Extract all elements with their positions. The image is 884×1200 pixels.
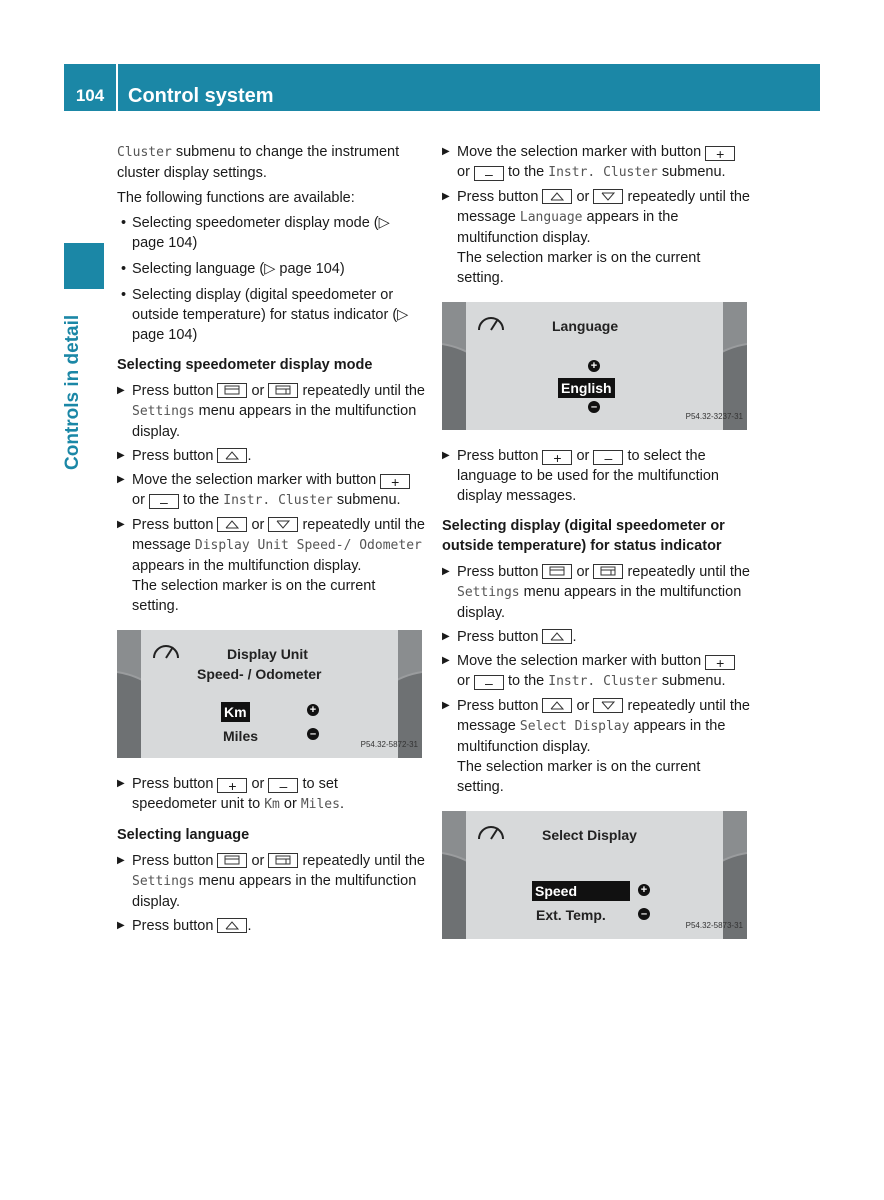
step-arrow-icon: ▶ bbox=[117, 450, 125, 461]
heading-speedometer-mode: Selecting speedometer display mode bbox=[117, 357, 373, 373]
step-item: ▶ Press button or repeatedly until the message Language appears in the multifunction display. The selection marker is on the current setting. bbox=[442, 189, 750, 286]
list-item: • Selecting display (digital speedometer or outside temperature) for status indicator (▷ page 104) bbox=[117, 285, 425, 345]
step-item: ▶ Press button . bbox=[117, 448, 252, 464]
up-button-icon bbox=[217, 918, 247, 933]
plus-button-icon: + bbox=[705, 146, 735, 161]
step-arrow-icon: ▶ bbox=[442, 191, 450, 202]
lcd-option-ext-temp: Ext. Temp. bbox=[536, 907, 606, 923]
step-arrow-icon: ▶ bbox=[442, 566, 450, 577]
side-chapter-label: Controls in detail bbox=[62, 314, 83, 470]
step-arrow-icon: ▶ bbox=[117, 474, 125, 485]
minus-icon: – bbox=[638, 908, 650, 920]
plus-button-icon: + bbox=[380, 474, 410, 489]
step-item: ▶ Press button . bbox=[442, 629, 577, 645]
step-item: ▶ Move the selection marker with button + or – to the Instr. Cluster submenu. bbox=[442, 651, 750, 692]
step-item: ▶ Press button or repeatedly until the message Display Unit Speed-/ Odometer appears in the multifunction display. The selection marker is on the current setting. bbox=[117, 517, 425, 614]
page-number: 104 bbox=[75, 86, 105, 105]
lcd-option-speed: Speed bbox=[532, 881, 630, 901]
minus-button-icon: – bbox=[474, 166, 504, 181]
step-note: The selection marker is on the current setting. bbox=[457, 759, 701, 795]
down-button-icon bbox=[268, 517, 298, 532]
plus-button-icon: + bbox=[705, 655, 735, 670]
step-item: ▶ Press button . bbox=[117, 918, 252, 934]
minus-button-icon: – bbox=[474, 675, 504, 690]
minus-button-icon: – bbox=[268, 778, 298, 793]
lcd-title: Select Display bbox=[542, 827, 637, 843]
lcd-option-miles: Miles bbox=[223, 728, 259, 744]
display-screen-speed-unit bbox=[117, 630, 422, 758]
lcd-panel bbox=[466, 811, 723, 939]
minus-icon: – bbox=[307, 728, 319, 740]
minus-icon: – bbox=[588, 401, 600, 413]
plus-icon: + bbox=[307, 704, 319, 716]
list-item: • Selecting speedometer display mode (▷ page 104) bbox=[117, 213, 425, 253]
up-button-icon bbox=[542, 189, 572, 204]
minus-button-icon: – bbox=[149, 494, 179, 509]
lcd-option-km: Km bbox=[221, 702, 250, 722]
lcd-panel bbox=[466, 302, 723, 430]
down-button-icon bbox=[593, 698, 623, 713]
step-item: ▶ Press button or repeatedly until the message Select Display appears in the multifunction display. The selection marker is on the current setting. bbox=[442, 698, 750, 795]
gauge-icon bbox=[476, 314, 506, 332]
step-arrow-icon: ▶ bbox=[117, 920, 125, 931]
lcd-panel bbox=[141, 630, 398, 758]
lcd-line2: Speed- / Odometer bbox=[197, 666, 322, 682]
plus-icon: + bbox=[588, 360, 600, 372]
step-arrow-icon: ▶ bbox=[117, 385, 125, 396]
lcd-option-english: English bbox=[558, 378, 615, 398]
up-button-icon bbox=[217, 517, 247, 532]
list-item: • Selecting language (▷ page 104) bbox=[117, 259, 425, 279]
step-arrow-icon: ▶ bbox=[117, 519, 125, 530]
heading-language: Selecting language bbox=[117, 827, 250, 843]
gauge-icon bbox=[151, 642, 181, 660]
heading-status-display: Selecting display (digital speedometer or outside temperature) for status indicator bbox=[442, 518, 725, 554]
lcd-title: Language bbox=[552, 318, 619, 334]
display-screen-language bbox=[442, 302, 747, 430]
figure-code: P54.32-5872-31 bbox=[360, 740, 418, 749]
plus-button-icon: + bbox=[217, 778, 247, 793]
plus-icon: + bbox=[638, 884, 650, 896]
step-note: The selection marker is on the current setting. bbox=[457, 250, 701, 286]
left-column bbox=[117, 142, 425, 940]
step-item: ▶ Press button + or – to select the language to be used for the multifunction display messages. bbox=[442, 448, 719, 504]
figure-code: P54.32-3237-31 bbox=[685, 412, 743, 421]
step-arrow-icon: ▶ bbox=[442, 655, 450, 666]
step-item: ▶ Move the selection marker with button + or – to the Instr. Cluster submenu. bbox=[117, 470, 425, 511]
gauge-icon bbox=[476, 823, 506, 841]
header-separator bbox=[116, 64, 118, 111]
step-item: ▶ Press button or repeatedly until the Settings menu appears in the multifunction display. bbox=[117, 383, 425, 440]
figure-code: P54.32-5873-31 bbox=[685, 921, 743, 930]
back-menu-button-icon bbox=[217, 383, 247, 398]
up-button-icon bbox=[542, 629, 572, 644]
up-button-icon bbox=[542, 698, 572, 713]
down-button-icon bbox=[593, 189, 623, 204]
step-note: The selection marker is on the current setting. bbox=[132, 578, 376, 614]
up-button-icon bbox=[217, 448, 247, 463]
section-title: Control system bbox=[128, 85, 274, 107]
intro-paragraph: Cluster submenu to change the instrument cluster display settings. bbox=[117, 144, 400, 181]
forward-menu-button-icon bbox=[593, 564, 623, 579]
back-menu-button-icon bbox=[542, 564, 572, 579]
plus-button-icon: + bbox=[542, 450, 572, 465]
right-column bbox=[442, 142, 750, 955]
step-item: ▶ Press button or repeatedly until the Settings menu appears in the multifunction display. bbox=[117, 853, 425, 910]
minus-button-icon: – bbox=[593, 450, 623, 465]
step-item: ▶ Press button or repeatedly until the Settings menu appears in the multifunction display. bbox=[442, 564, 750, 621]
forward-menu-button-icon bbox=[268, 853, 298, 868]
step-arrow-icon: ▶ bbox=[117, 855, 125, 866]
display-screen-select-display bbox=[442, 811, 747, 939]
step-arrow-icon: ▶ bbox=[442, 700, 450, 711]
step-item: ▶ Press button + or – to set speedometer unit to Km or Miles. bbox=[117, 776, 344, 812]
forward-menu-button-icon bbox=[268, 383, 298, 398]
back-menu-button-icon bbox=[217, 853, 247, 868]
step-arrow-icon: ▶ bbox=[442, 631, 450, 642]
step-item: ▶ Move the selection marker with button + or – to the Instr. Cluster submenu. bbox=[442, 142, 750, 183]
functions-intro: The following functions are available: bbox=[117, 190, 355, 206]
step-arrow-icon: ▶ bbox=[442, 146, 450, 157]
step-arrow-icon: ▶ bbox=[442, 450, 450, 461]
step-arrow-icon: ▶ bbox=[117, 778, 125, 789]
lcd-line1: Display Unit bbox=[227, 646, 308, 662]
side-tab-marker bbox=[64, 243, 104, 289]
page-header bbox=[64, 64, 820, 111]
